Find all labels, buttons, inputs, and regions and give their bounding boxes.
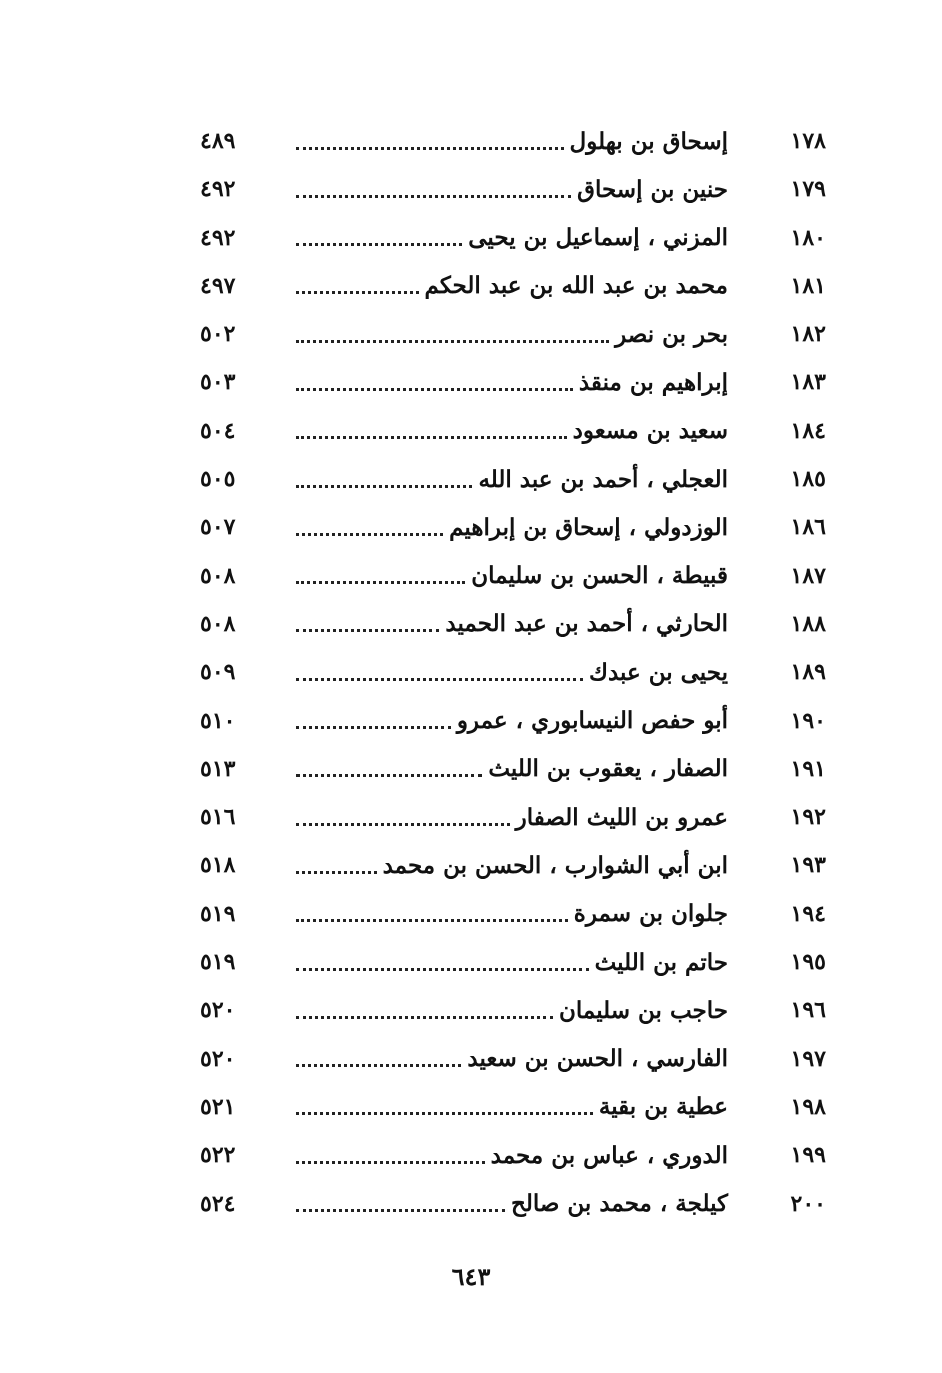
entry-title-line <box>290 1042 728 1076</box>
entry-number: ٢٠٠ <box>790 1190 826 1217</box>
entry-title: إبراهيم بن منقذ <box>578 368 728 396</box>
entry-title-line <box>290 269 728 303</box>
entry-title-line <box>290 800 728 834</box>
entry-page: ٥١٠ <box>200 707 236 734</box>
toc-entry <box>200 987 840 1035</box>
entry-title: قبيطة ، الحسن بن سليمان <box>471 562 728 590</box>
toc-entry <box>200 1132 840 1180</box>
dot-leader <box>296 195 571 198</box>
entry-title: حاجب بن سليمان <box>559 996 728 1024</box>
toc-entry <box>200 842 840 890</box>
entry-title-line <box>290 124 728 158</box>
entry-title-line <box>290 655 728 689</box>
entry-title-line <box>290 607 728 641</box>
entry-page: ٥٠٩ <box>200 659 236 686</box>
entry-page: ٤٨٩ <box>200 128 236 154</box>
entry-number: ١٩٠ <box>790 707 826 734</box>
dot-leader <box>296 1209 505 1212</box>
dot-leader <box>296 823 510 826</box>
entry-title-line <box>290 945 728 979</box>
entry-page: ٥٠٥ <box>200 466 236 493</box>
toc-entry <box>200 939 840 987</box>
entry-title: الوزدولي ، إسحاق بن إبراهيم <box>449 513 728 541</box>
entry-page: ٥٢٢ <box>200 1142 236 1169</box>
entry-title-line <box>290 752 728 786</box>
entry-number: ١٨٩ <box>790 659 826 686</box>
entry-title-line <box>290 897 728 931</box>
entry-title: كيلجة ، محمد بن صالح <box>511 1190 728 1218</box>
dot-leader <box>296 291 419 294</box>
entry-page: ٥١٩ <box>200 900 236 927</box>
dot-leader <box>296 436 567 439</box>
entry-title: المزني ، إسماعيل بن يحيى <box>468 224 728 252</box>
entry-number: ١٨٥ <box>790 466 826 493</box>
dot-leader <box>296 243 462 246</box>
dot-leader <box>296 919 568 922</box>
entry-page: ٤٩٧ <box>200 272 236 299</box>
entry-title-line <box>290 848 728 882</box>
entry-number: ١٨٧ <box>790 562 826 589</box>
entry-number: ١٩١ <box>790 755 826 782</box>
entry-title-line <box>290 1090 728 1124</box>
toc-entry <box>200 1181 840 1229</box>
entry-number: ١٩٣ <box>790 852 826 879</box>
entry-title: يحيى بن عبدك <box>589 658 728 686</box>
entry-title: بحر بن نصر <box>615 320 728 348</box>
entry-title: الحارثي ، أحمد بن عبد الحميد <box>445 610 728 638</box>
dot-leader <box>296 678 583 681</box>
entry-number: ١٩٨ <box>790 1093 826 1120</box>
toc-entry <box>200 166 840 214</box>
dot-leader <box>296 871 377 874</box>
toc-entry <box>200 1084 840 1132</box>
entry-title: سعيد بن مسعود <box>572 417 728 445</box>
toc-entry <box>200 215 840 263</box>
entry-title: حاتم بن الليث <box>594 948 728 976</box>
dot-leader <box>296 533 443 536</box>
entry-number: ١٩٧ <box>790 1045 826 1072</box>
entry-title-line <box>290 462 728 496</box>
entry-page: ٤٩٢ <box>200 224 236 251</box>
entry-number: ١٨٨ <box>790 610 826 637</box>
entry-page: ٥١٣ <box>200 755 236 782</box>
toc-entry <box>200 311 840 359</box>
entry-title-line <box>290 172 728 206</box>
dot-leader <box>296 726 451 729</box>
toc-entry <box>200 553 840 601</box>
toc-entry <box>200 649 840 697</box>
entry-title: العجلي ، أحمد بن عبد الله <box>478 465 728 493</box>
toc-entry <box>200 891 840 939</box>
dot-leader <box>296 968 589 971</box>
entry-page: ٥٢٤ <box>200 1190 236 1217</box>
entry-page: ٥٠٢ <box>200 321 236 348</box>
dot-leader <box>296 388 573 391</box>
dot-leader <box>296 485 472 488</box>
toc-entry <box>200 504 840 552</box>
entry-page: ٥٠٣ <box>200 369 236 396</box>
table-of-contents <box>200 118 840 1229</box>
entry-title: عطية بن بقية <box>598 1093 728 1121</box>
entry-number: ١٧٨ <box>790 128 826 154</box>
entry-number: ١٨٢ <box>790 321 826 348</box>
entry-title: حنين بن إسحاق <box>577 175 728 203</box>
entry-page: ٥٢٠ <box>200 1045 236 1072</box>
entry-page: ٥١٩ <box>200 949 236 976</box>
toc-entry <box>200 359 840 407</box>
entry-title-line <box>290 365 728 399</box>
toc-entry <box>200 1036 840 1084</box>
entry-title-line <box>290 559 728 593</box>
dot-leader <box>296 581 465 584</box>
entry-title-line <box>290 1187 728 1221</box>
entry-title-line <box>290 317 728 351</box>
toc-entry <box>200 408 840 456</box>
entry-title-line <box>290 704 728 738</box>
entry-page: ٥٢٠ <box>200 997 236 1024</box>
dot-leader <box>296 147 564 150</box>
entry-title-line <box>290 221 728 255</box>
page-number: ٦٤٣ <box>451 1262 491 1291</box>
entry-number: ١٨٠ <box>790 224 826 251</box>
dot-leader <box>296 1161 485 1164</box>
entry-title: الفارسي ، الحسن بن سعيد <box>467 1045 728 1073</box>
entry-number: ١٨٦ <box>790 514 826 541</box>
entry-number: ١٩٢ <box>790 804 826 831</box>
dot-leader <box>296 774 482 777</box>
entry-title: جلوان بن سمرة <box>573 900 728 928</box>
entry-title: أبو حفص النيسابوري ، عمرو <box>456 707 728 735</box>
dot-leader <box>296 1112 593 1115</box>
entry-title-line <box>290 993 728 1027</box>
dot-leader <box>296 1016 553 1019</box>
entry-number: ١٩٦ <box>790 997 826 1024</box>
entry-number: ١٩٤ <box>790 900 826 927</box>
entry-title-line <box>290 1138 728 1172</box>
entry-number: ١٧٩ <box>790 176 826 203</box>
entry-title: محمد بن عبد الله بن عبد الحكم <box>424 272 728 300</box>
entry-number: ١٩٩ <box>790 1142 826 1169</box>
entry-page: ٥٠٨ <box>200 562 236 589</box>
entry-number: ١٩٥ <box>790 949 826 976</box>
toc-entry <box>200 118 840 166</box>
entry-page: ٥١٨ <box>200 852 236 879</box>
entry-page: ٥٢١ <box>200 1093 236 1120</box>
entry-page: ٤٩٢ <box>200 176 236 203</box>
entry-title-line <box>290 510 728 544</box>
entry-page: ٥٠٨ <box>200 610 236 637</box>
toc-entry <box>200 263 840 311</box>
entry-page: ٥٠٧ <box>200 514 236 541</box>
toc-entry <box>200 601 840 649</box>
entry-title: ابن أبي الشوارب ، الحسن بن محمد <box>382 851 728 879</box>
dot-leader <box>296 1064 461 1067</box>
entry-title-line <box>290 414 728 448</box>
toc-entry <box>200 456 840 504</box>
toc-entry <box>200 698 840 746</box>
entry-page: ٥٠٤ <box>200 417 236 444</box>
entry-title: إسحاق بن بهلول <box>569 127 728 155</box>
toc-entry <box>200 746 840 794</box>
entry-number: ١٨٣ <box>790 369 826 396</box>
toc-entry <box>200 794 840 842</box>
entry-title: الدوري ، عباس بن محمد <box>490 1141 728 1169</box>
entry-title: عمرو بن الليث الصفار <box>515 803 728 831</box>
dot-leader <box>296 340 609 343</box>
entry-page: ٥١٦ <box>200 804 236 831</box>
entry-number: ١٨١ <box>790 272 826 299</box>
entry-title: الصفار ، يعقوب بن الليث <box>488 755 728 783</box>
dot-leader <box>296 629 439 632</box>
entry-number: ١٨٤ <box>790 417 826 444</box>
